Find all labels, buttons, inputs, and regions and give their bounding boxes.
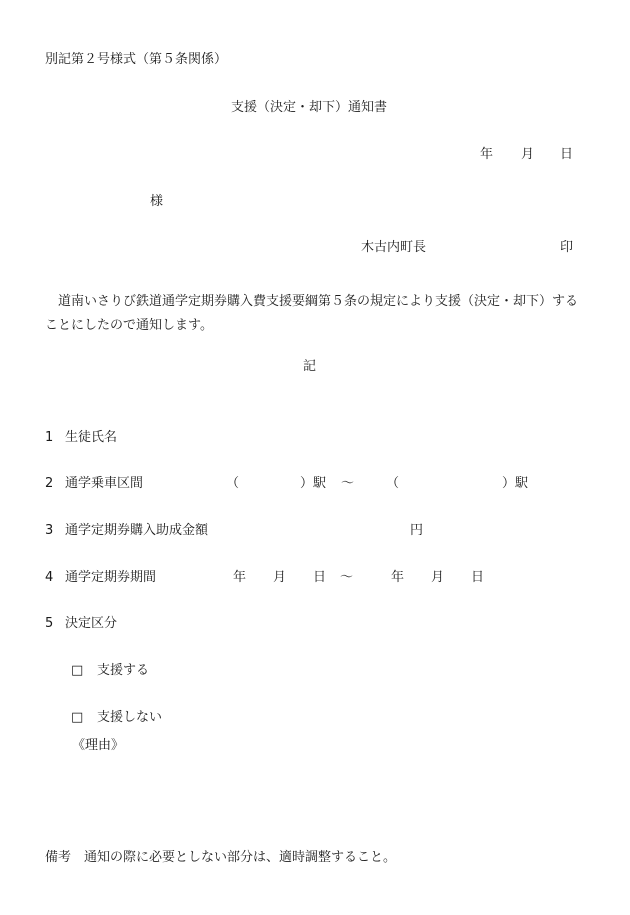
form-label: 別記第２号様式（第５条関係） xyxy=(45,52,228,67)
option-no-support-label: 支援しない xyxy=(97,710,163,725)
option-support-label: 支援する xyxy=(97,663,150,678)
item-4-number: 4 xyxy=(45,570,54,585)
item-4-from-day: 日 xyxy=(313,570,327,585)
issuer-name: 木古内町長 xyxy=(361,240,427,255)
item-2-station-2: ）駅 xyxy=(502,476,529,491)
body-text: 道南いさりび鉄道通学定期券購入費支援要綱第５条の規定により支援（決定・却下）することにしたので通知します。 xyxy=(45,294,579,333)
date-month-label: 月 xyxy=(521,147,535,162)
ki-heading: 記 xyxy=(303,359,317,374)
item-3-label: 通学定期券購入助成金額 xyxy=(65,523,209,538)
item-3-unit: 円 xyxy=(410,523,424,538)
item-4-to-day: 日 xyxy=(471,570,485,585)
item-2-open-paren-1: （ xyxy=(226,476,240,491)
item-4-tilde: ～ xyxy=(340,570,354,585)
item-4-from-month: 月 xyxy=(273,570,287,585)
item-1-number: 1 xyxy=(45,430,54,445)
checkbox-no-support[interactable]: □ xyxy=(71,710,84,725)
item-4-to-month: 月 xyxy=(431,570,445,585)
issuer-seal: 印 xyxy=(560,240,574,255)
item-2-label: 通学乗車区間 xyxy=(65,476,144,491)
item-2-station-1: ）駅 xyxy=(300,476,327,491)
item-4-to-year: 年 xyxy=(391,570,405,585)
remarks-note: 備考 通知の際に必要としない部分は、適時調整すること。 xyxy=(45,850,397,865)
document-title: 支援（決定・却下）通知書 xyxy=(231,100,388,115)
item-3-number: 3 xyxy=(45,523,54,538)
addressee-suffix: 様 xyxy=(150,194,164,209)
body-paragraph xyxy=(45,290,590,338)
reason-label: 《理由》 xyxy=(72,738,125,753)
item-1-label: 生徒氏名 xyxy=(65,430,118,445)
checkbox-support[interactable]: □ xyxy=(71,663,84,678)
date-day-label: 日 xyxy=(560,147,574,162)
item-2-tilde: ～ xyxy=(341,476,355,491)
item-4-from-year: 年 xyxy=(233,570,247,585)
item-5-number: 5 xyxy=(45,616,54,631)
item-2-open-paren-2: （ xyxy=(386,476,400,491)
item-5-label: 決定区分 xyxy=(65,616,118,631)
item-2-number: 2 xyxy=(45,476,54,491)
date-year-label: 年 xyxy=(480,147,494,162)
item-4-label: 通学定期券期間 xyxy=(65,570,157,585)
